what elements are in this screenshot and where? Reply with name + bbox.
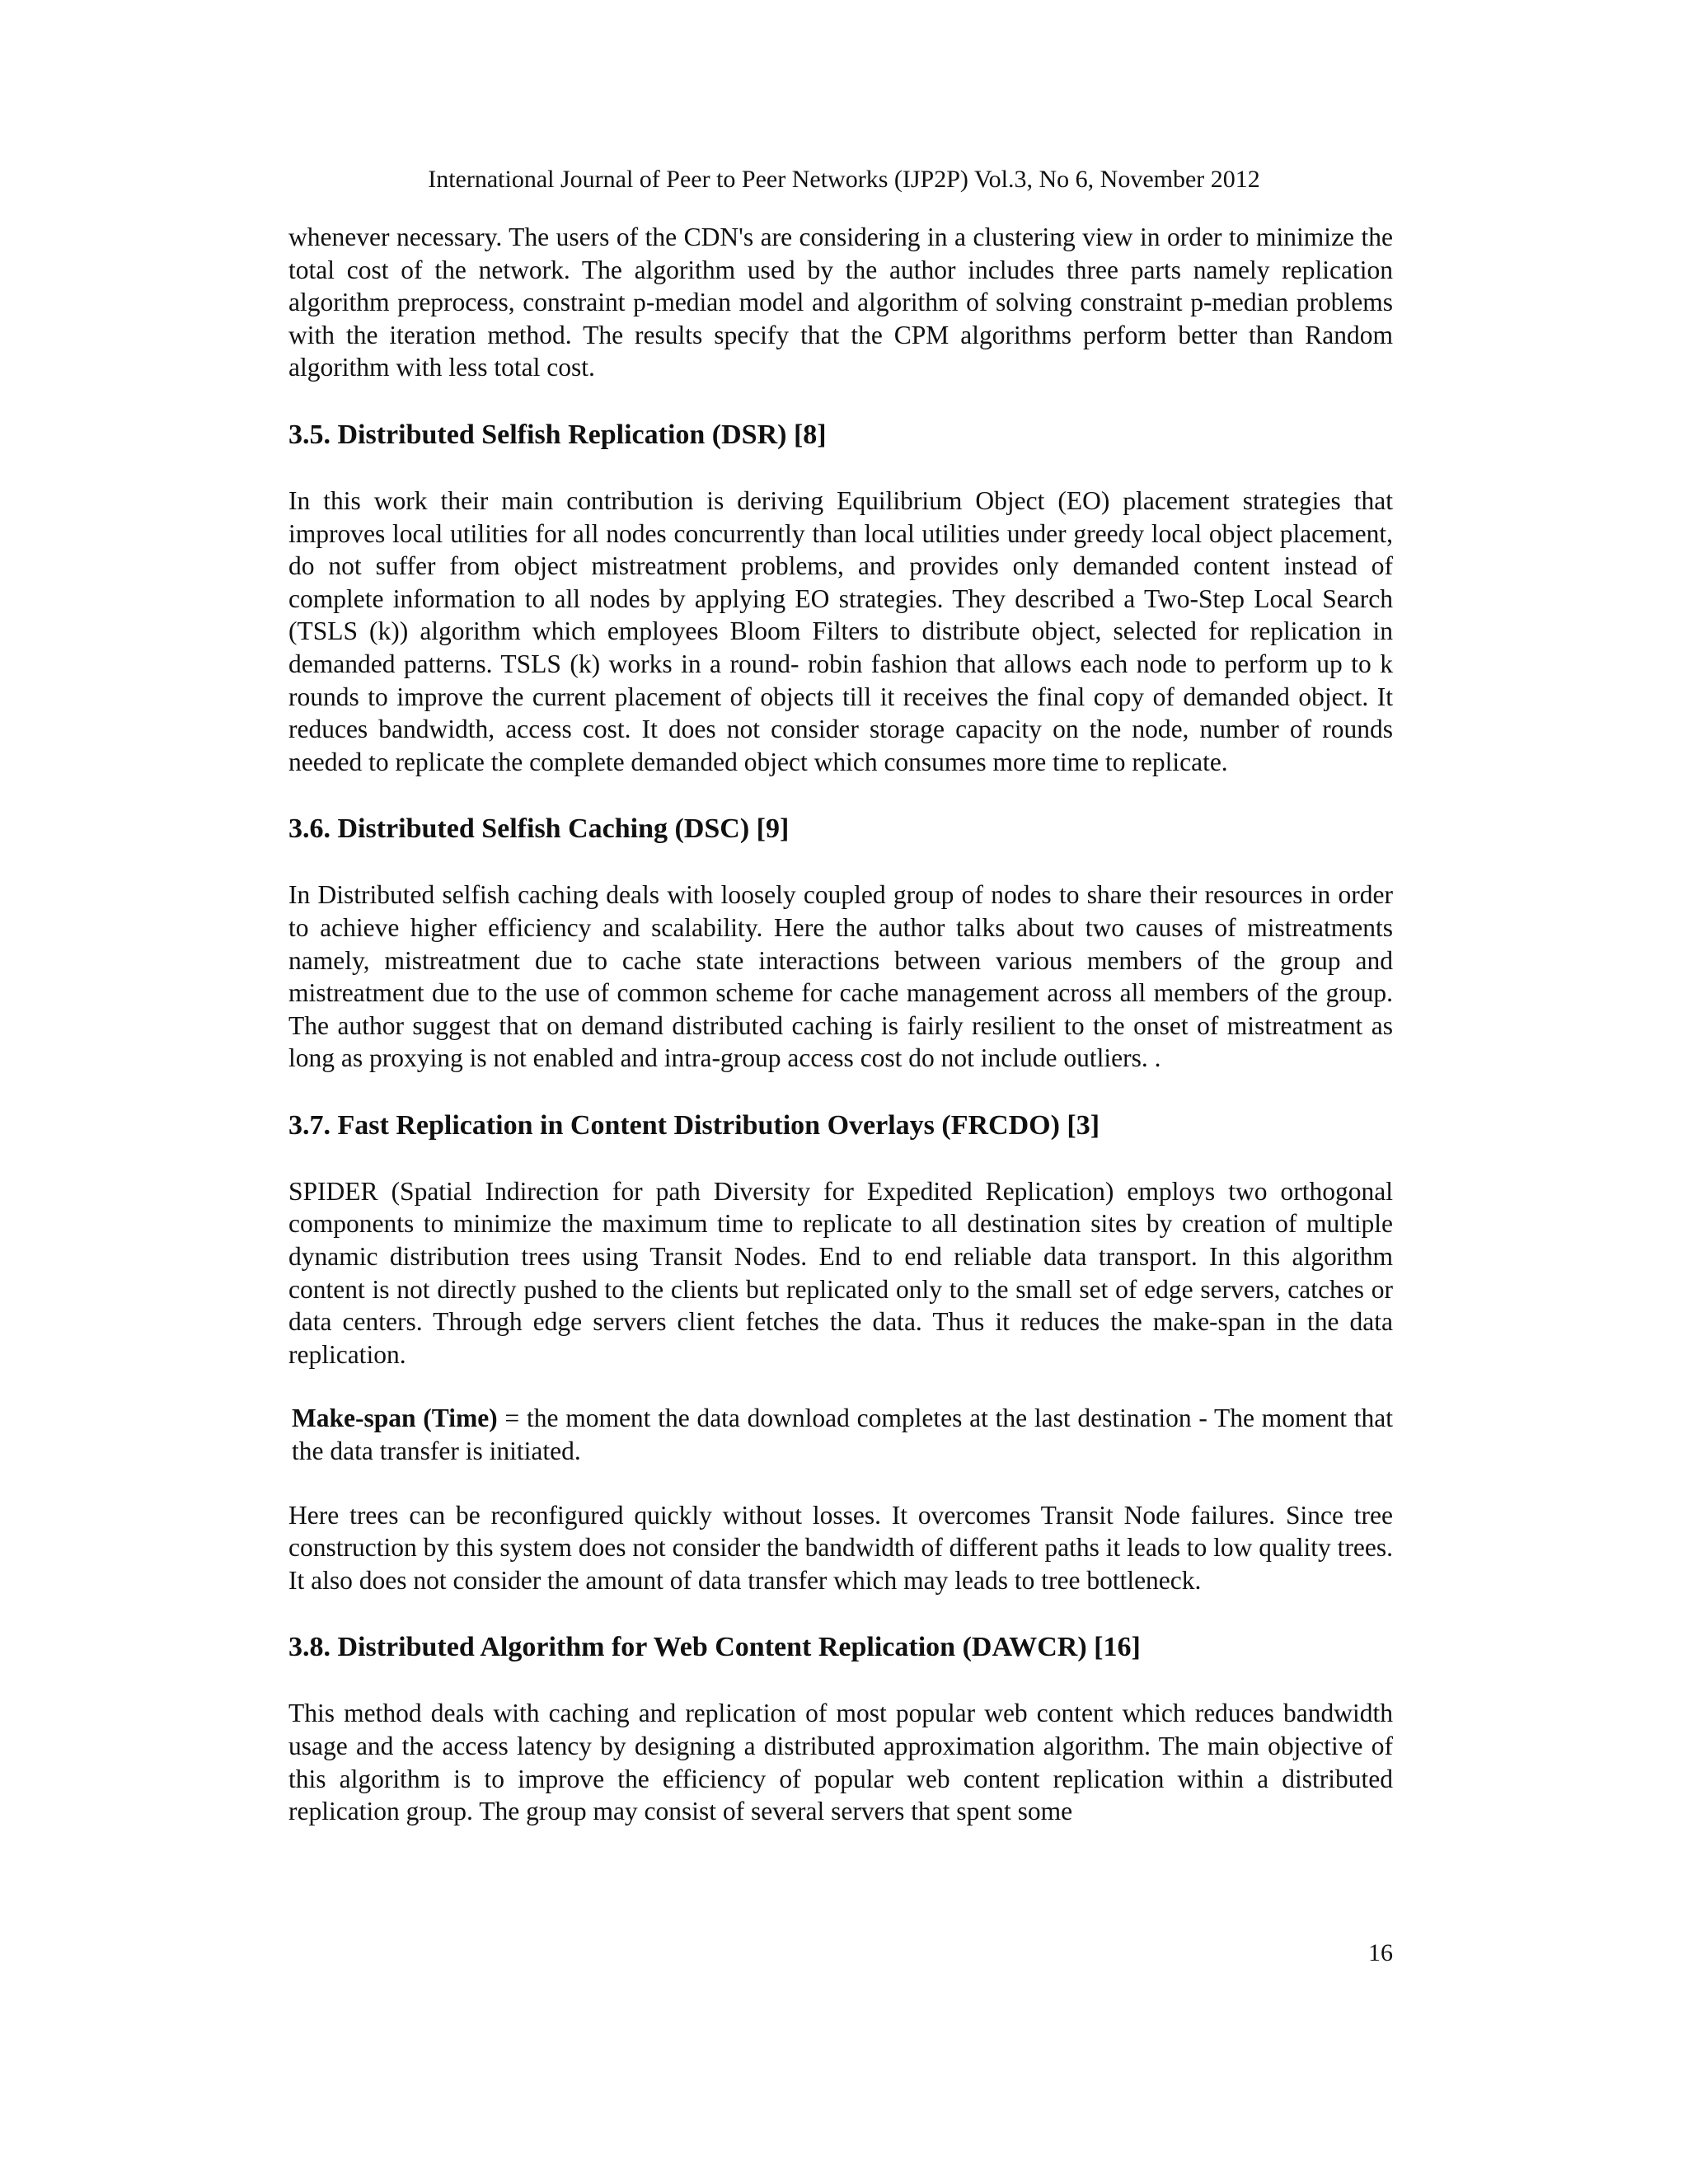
running-header: International Journal of Peer to Peer Networks (IJP2P) Vol.3, No 6, November 2012: [428, 166, 1260, 193]
page-body: [288, 221, 1393, 1828]
definition-term: Make-span (Time): [292, 1404, 498, 1433]
make-span-definition: [292, 1402, 1393, 1467]
section-heading-3-5: 3.5. Distributed Selfish Replication (DSR) [8]: [288, 419, 827, 450]
section-3-7-paragraph: SPIDER (Spatial Indirection for path Diversity for Expedited Replication) employs two orthogonal components to minimize the maximum time to replicate to all destination sites by creation of multiple dynamic distribution trees using Transit Nodes. End to end reliable data transport. In this algorithm content is not directly pushed to the clients but replicated only to the small set of edge servers, catches or data centers. Through edge servers client fetches the data. Thus it reduces the make-span in the data replication.: [288, 1176, 1393, 1369]
intro-paragraph: whenever necessary. The users of the CDN's are considering in a clustering view in order to minimize the total cost of the network. The algorithm used by the author includes three parts namely replication algorithm preprocess, constraint p-median model and algorithm of solving constraint p-median problems with the iteration method. The results specify that the CPM algorithms perform better than Random algorithm with less total cost.: [288, 223, 1393, 382]
section-3-8-paragraph: This method deals with caching and replication of most popular web content which reduces bandwidth usage and the access latency by designing a distributed approximation algorithm. The main objective of this algorithm is to improve the efficiency of popular web content replication within a distributed replication group. The group may consist of several servers that spent some: [288, 1699, 1393, 1826]
section-heading-3-6: 3.6. Distributed Selfish Caching (DSC) [9]: [288, 813, 790, 845]
section-3-7-closing-paragraph: Here trees can be reconfigured quickly without losses. It overcomes Transit Node failures. Since tree construction by this system does not consider the bandwidth of different paths it leads to low quality trees. It also does not consider the amount of data transfer which may leads to tree bottleneck.: [288, 1500, 1393, 1595]
page-number: 16: [1368, 1939, 1393, 1966]
section-heading-3-8: 3.8. Distributed Algorithm for Web Content Replication (DAWCR) [16]: [288, 1632, 1141, 1663]
section-3-5-paragraph: In this work their main contribution is deriving Equilibrium Object (EO) placement strategies that improves local utilities for all nodes concurrently than local utilities under greedy local object placement, do not suffer from object mistreatment problems, and provides only demanded content instead of complete information to all nodes by applying EO strategies. They described a Two-Step Local Search (TSLS (k)) algorithm which employees Bloom Filters to distribute object, selected for replication in demanded patterns. TSLS (k) works in a round- robin fashion that allows each node to perform up to k rounds to improve the current placement of objects till it receives the final copy of demanded object. It reduces bandwidth, access cost. It does not consider storage capacity on the node, number of rounds needed to replicate the complete demanded object which consumes more time to replicate.: [288, 485, 1393, 776]
section-heading-3-7: 3.7. Fast Replication in Content Distribution Overlays (FRCDO) [3]: [288, 1109, 1100, 1141]
section-3-6-paragraph: In Distributed selfish caching deals with loosely coupled group of nodes to share their resources in order to achieve higher efficiency and scalability. Here the author talks about two causes of mistreatments namely, mistreatment due to cache state interactions between various members of the group and mistreatment due to the use of common scheme for cache management across all members of the group. The author suggest that on demand distributed caching is fairly resilient to the onset of mistreatment as long as proxying is not enabled and intra-group access cost do not include outliers. .: [288, 880, 1393, 1073]
definition-text: = the moment the data download completes at the last destination - The moment that the data transfer is initiated.: [292, 1404, 1393, 1466]
